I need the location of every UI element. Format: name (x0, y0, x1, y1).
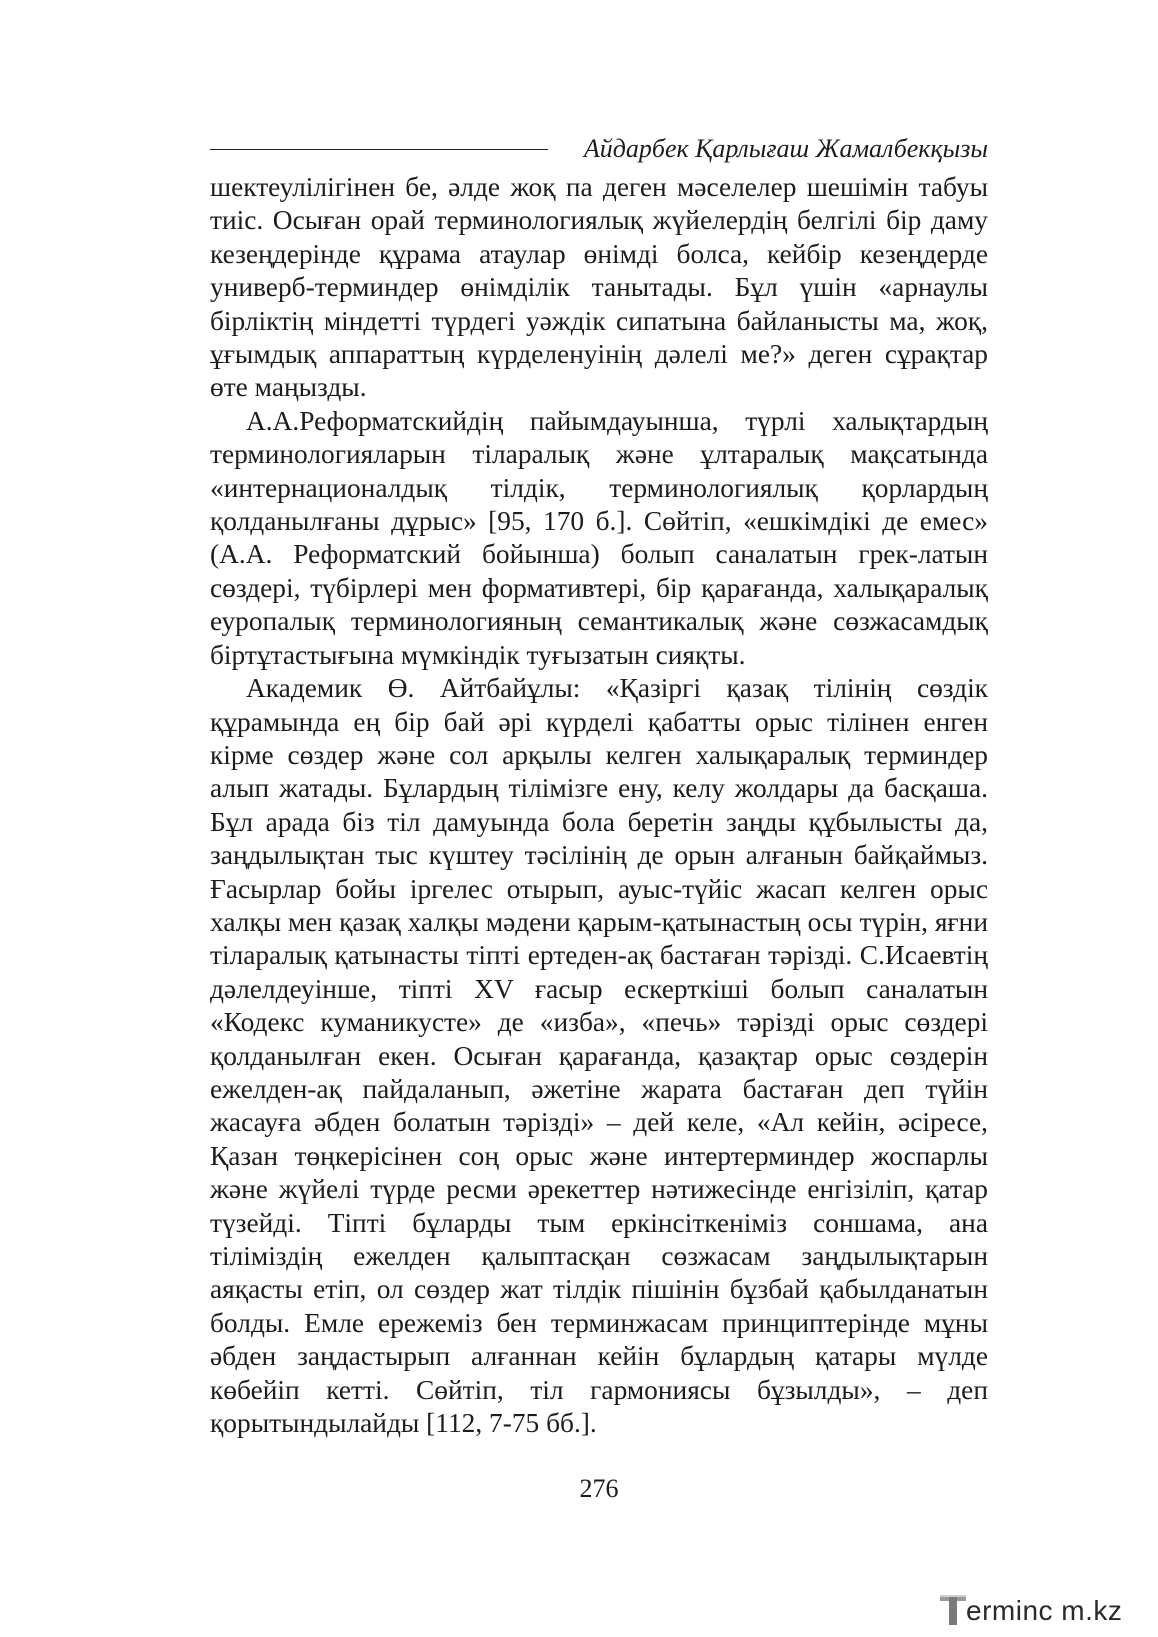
page-number: 276 (579, 1474, 619, 1503)
paragraph-reformatsky: А.А.Реформатскийдің пайымдауынша, түрлі халықтардың терминологияларын тіларалық және ұлтаралық мақсатында «интернационалдық тілдік, терминологиялық қорлардың қолданылғаны дұрыс» [95, 170 б.]. Сөйтіп, «ешкімдікі де емес» (А.А. Реформатский бойынша) болып саналатын грек-латын сөздері, түбірлері мен формативтері, бір қарағанда, халықаралық еуропалық терминологияның семантикалық және сөзжасамдық біртұтастығына мүмкіндік туғызатын сияқты. (210, 405, 988, 670)
header-rule-line (210, 149, 548, 150)
terminkom-t-logo-icon (938, 1593, 968, 1627)
paragraph-continuation: шектеулілігінен бе, әлде жоқ па деген мәселелер шешімін табуы тиіс. Осыған орай терминологиялық жүйелердің белгілі бір даму кезеңдерінде құрама атаулар өнімді болса, кейбір кезеңдерде универб-терминдер өнімділік танытады. Бұл үшін «арнаулы бірліктің міндетті түрдегі уәждік сипатына байланысты ма, жоқ, ұғымдық аппараттың күрделенуінің дәлелі ме?» деген сұрақтар өте маңызды. (210, 172, 988, 403)
running-header (210, 132, 988, 166)
site-watermark (938, 1593, 1128, 1633)
paragraph-aitbaiuly: Академик Ө. Айтбайұлы: «Қазіргі қазақ тілінің сөздік құрамында ең бір бай әрі күрделі қабатты орыс тілінен енген кірме сөздер және сол арқылы келген халықаралық терминдер алып жатады. Бұлардың тілімізге ену, келу жолдары да басқаша. Бұл арада біз тіл дамуында бола беретін заңды құбылысты да, заңдылықтан тыс күштеу тәсілінің де орын алғанын байқаймыз. Ғасырлар бойы іргелес отырып, ауыс-түйіс жасап келген орыс халқы мен қазақ халқы мәдени қарым-қатынастың осы түрін, яғни тіларалық қатынасты тіпті ертеден-ақ бастаған тәрізді. С.Исаевтің дәлелдеуінше, тіпті XV ғасыр ескерткіші болып саналатын «Кодекс куманикусте» де «изба», «печь» тәрізді орыс сөздері қолданылған екен. Осыған қарағанда, қазақтар орыс сөздерін ежелден-ақ пайдаланып, әжетіне жарата бастаған деп түйін жасауға әбден болатын тәрізді» – дей келе, «Ал кейін, әсіресе, Қазан төңкерісінен соң орыс және интертерминдер жоспарлы және жүйелі түрде ресми әрекеттер нәтижесінде енгізіліп, қатар түзейді. Тіпті бұларды тым еркінсіткеніміз соншама, ана тіліміздің ежелден қалыптасқан сөзжасам заңдылықтарын аяқасты етіп, ол сөздер жат тілдік пішінін бұзбай қабылданатын болды. Емле ережеміз бен терминжасам принциптерінде мұны әбден заңдастырып алғаннан кейін бұлардың қатары мүлде көбейіп кетті. Сөйтіп, тіл гармониясы бұзылды», – деп қорытындылайды [112, 7-75 бб.]. (210, 673, 988, 1439)
watermark-text: erminc m.kz (966, 1595, 1123, 1626)
header-author-name: Айдарбек Қарлығаш Жамалбекқызы (583, 134, 988, 163)
body-text (210, 171, 988, 1440)
